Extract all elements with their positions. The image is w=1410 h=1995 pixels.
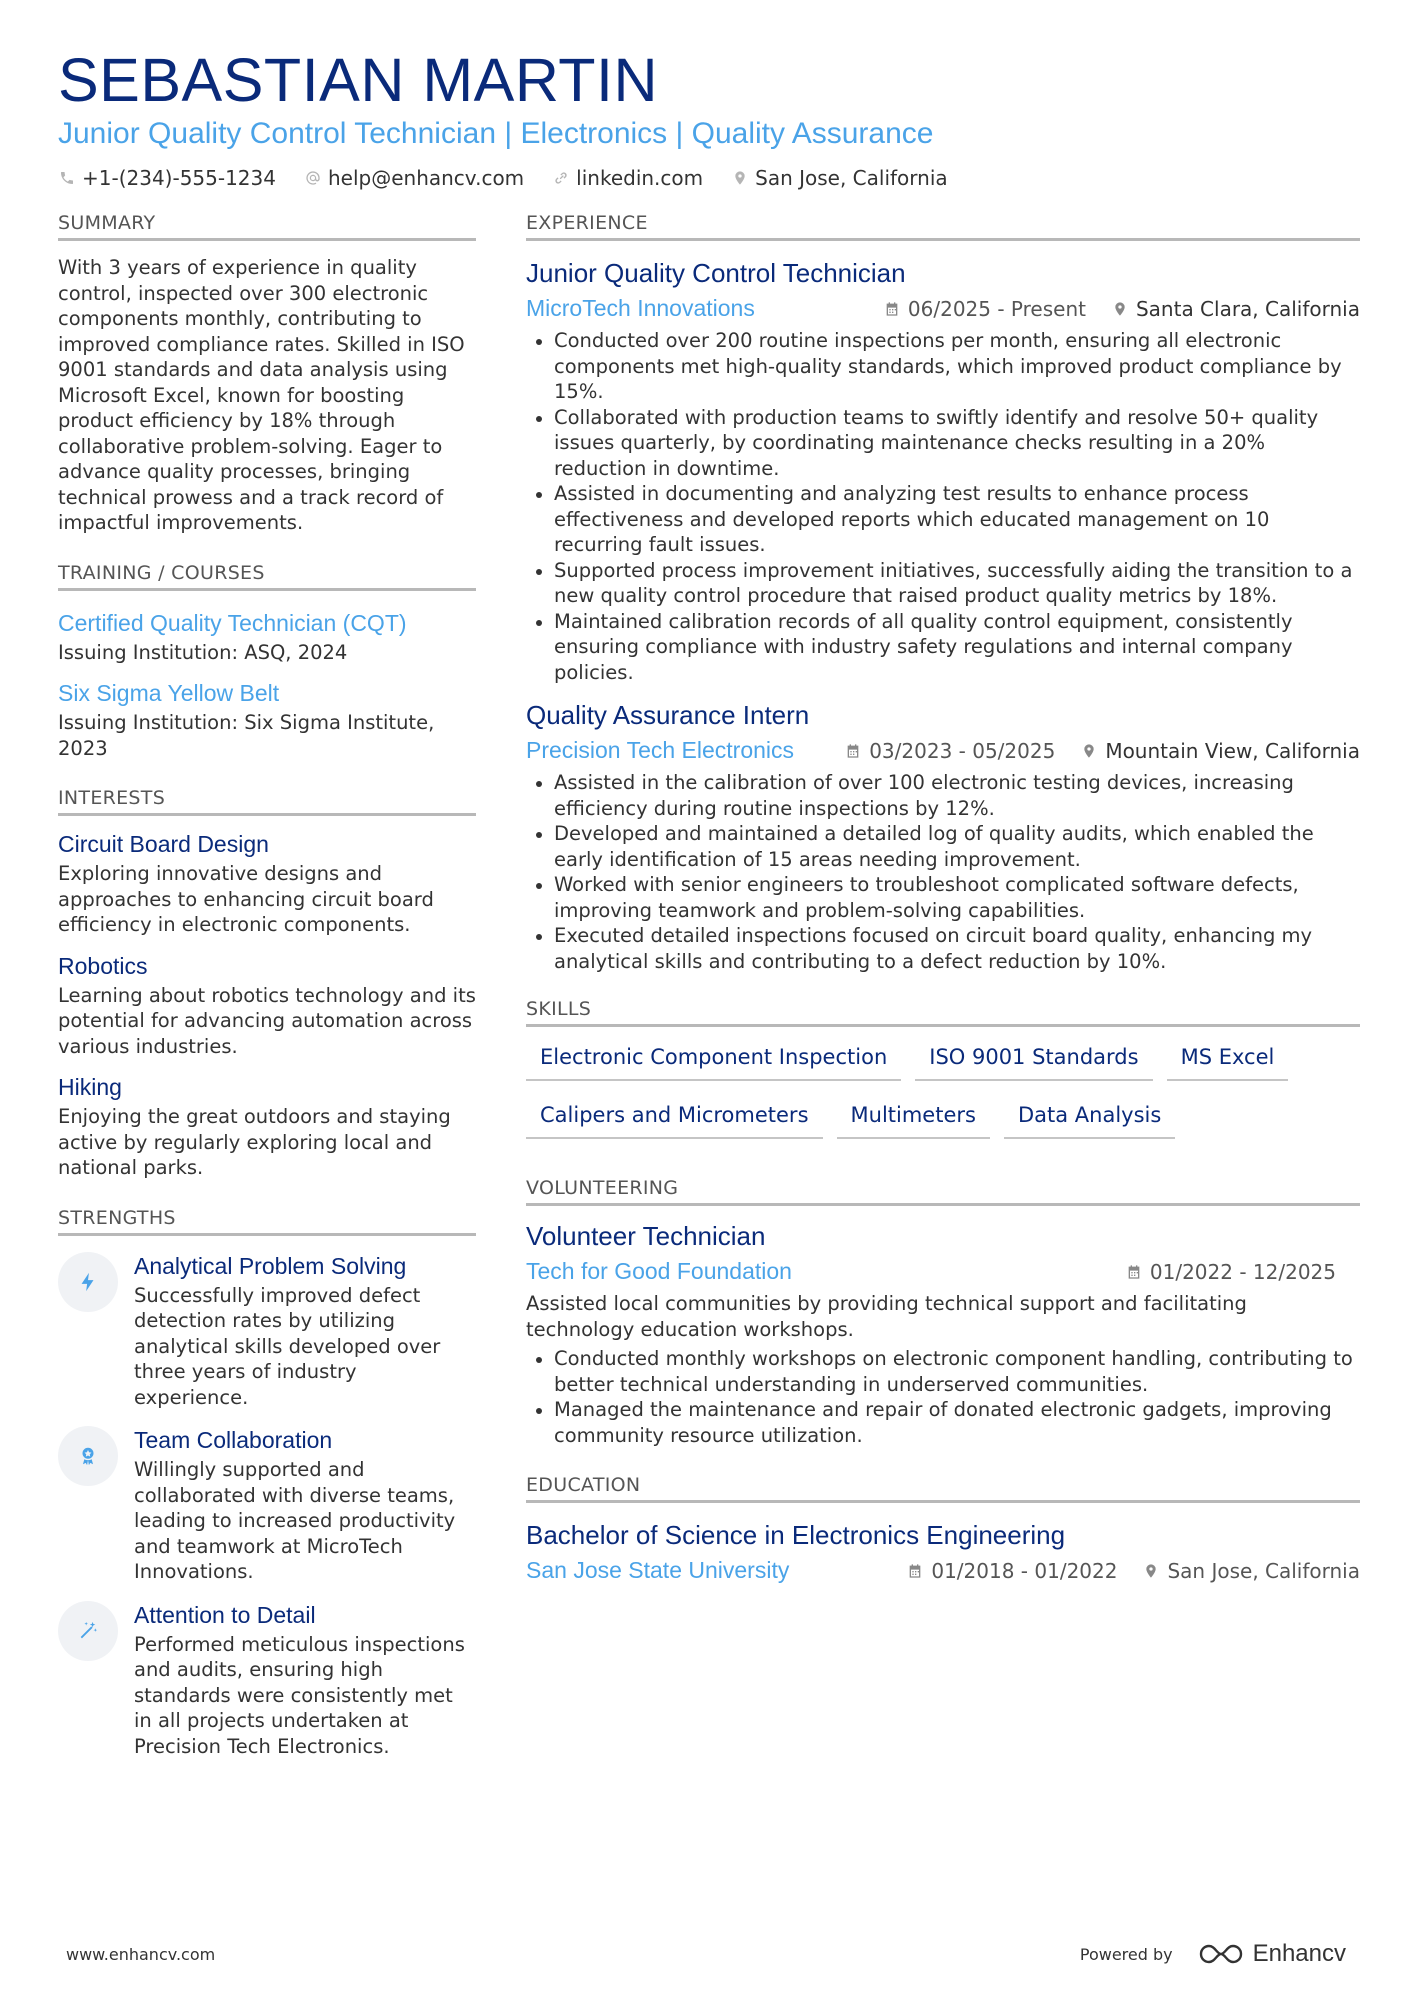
bullet-item: Worked with senior engineers to troubleshoot complicated software defects, improving teamwork and problem-solving capabilities. (526, 872, 1360, 923)
candidate-name: SEBASTIAN MARTIN (58, 46, 659, 114)
training-item (58, 679, 476, 761)
interest-name: Circuit Board Design (58, 831, 269, 857)
volunteer-description: Assisted local communities by providing technical support and facilitating technology education workshops. (526, 1292, 1247, 1341)
strength-detail: Successfully improved defect detection rates by utilizing analytical skills developed over three years of industry experience. (134, 1283, 441, 1409)
strengths-heading: STRENGTHS (58, 1207, 476, 1236)
linkedin-text: linkedin.com (576, 166, 704, 190)
interest-detail: Enjoying the great outdoors and staying active by regularly exploring local and national parks. (58, 1105, 451, 1179)
right-column (526, 212, 1360, 1604)
interest-detail: Learning about robotics technology and its potential for advancing automation across various industries. (58, 983, 476, 1058)
calendar-icon (884, 301, 900, 317)
interest-detail: Exploring innovative designs and approaches to enhancing circuit board efficiency in electronic components. (58, 862, 434, 936)
job-company: MicroTech Innovations (526, 295, 755, 321)
magic-wand-icon (58, 1601, 118, 1661)
contact-phone (58, 166, 276, 190)
calendar-icon (1126, 1264, 1142, 1280)
skill-tag: Calipers and Micrometers (526, 1093, 823, 1139)
email-text: help@enhancv.com (327, 166, 525, 190)
resume-header (58, 46, 1358, 190)
enhancv-logo-icon (1199, 1942, 1243, 1966)
strength-name: Team Collaboration (134, 1427, 333, 1453)
summary-heading: SUMMARY (58, 212, 476, 241)
candidate-headline: Junior Quality Control Technician | Electronics | Quality Assurance (58, 117, 934, 150)
calendar-icon (907, 1563, 923, 1579)
job-location: Mountain View, California (1081, 739, 1360, 763)
medal-icon (58, 1426, 118, 1486)
job-dates: 06/2025 - Present (884, 297, 1086, 321)
bullet-item: Collaborated with production teams to swiftly identify and resolve 50+ quality issues quarterly, by coordinating maintenance checks resulting in a 20% reduction in downtime. (526, 405, 1360, 482)
contact-email[interactable] (304, 166, 524, 190)
volunteer-dates: 01/2022 - 12/2025 (1126, 1260, 1336, 1284)
left-column (58, 212, 476, 1779)
enhancv-logo[interactable] (1199, 1940, 1346, 1968)
bullet-item: Developed and maintained a detailed log of quality audits, which enabled the early identification of 15 areas needing improvement. (526, 821, 1360, 872)
bullet-item: Managed the maintenance and repair of donated electronic gadgets, improving community resource utilization. (526, 1397, 1360, 1448)
job-dates: 03/2023 - 05/2025 (845, 739, 1055, 763)
volunteering-section (526, 1177, 1360, 1448)
strength-name: Analytical Problem Solving (134, 1252, 407, 1279)
job-meta (526, 737, 1360, 764)
education-section (526, 1474, 1360, 1584)
skill-tag: MS Excel (1167, 1035, 1289, 1081)
interest-item (58, 1073, 476, 1181)
strength-item (58, 1252, 476, 1411)
bullet-item: Assisted in the calibration of over 100 electronic testing devices, increasing efficiency during routine inspections by 12%. (526, 770, 1360, 821)
location-pin-icon (1081, 743, 1097, 759)
page-footer (66, 1940, 1346, 1968)
interest-name: Hiking (58, 1074, 122, 1100)
calendar-icon (845, 743, 861, 759)
bullet-item: Assisted in documenting and analyzing test results to enhance process effectiveness and developed reports which educated management on 10 recurring fault issues. (526, 481, 1360, 558)
phone-icon (58, 169, 76, 187)
job-title: Junior Quality Control Technician (526, 258, 906, 288)
job-title: Quality Assurance Intern (526, 700, 810, 730)
brand-name: Enhancv (1252, 1940, 1346, 1967)
strength-detail: Willingly supported and collaborated with diverse teams, leading to increased productivity and teamwork at MicroTech Innovations. (134, 1458, 456, 1583)
skill-tag: Data Analysis (1004, 1093, 1175, 1139)
experience-heading: EXPERIENCE (526, 212, 1360, 241)
skills-section (526, 998, 1360, 1151)
skills-list (526, 1035, 1360, 1151)
job-meta (526, 295, 1360, 322)
location-pin-icon (1143, 1563, 1159, 1579)
volunteer-org: Tech for Good Foundation (526, 1258, 792, 1284)
education-location: San Jose, California (1143, 1559, 1360, 1583)
footer-website[interactable]: www.enhancv.com (66, 1944, 216, 1964)
summary-section (58, 212, 476, 536)
link-icon (552, 169, 570, 187)
volunteer-role: Volunteer Technician (526, 1221, 766, 1251)
job-company: Precision Tech Electronics (526, 737, 795, 763)
experience-section (526, 212, 1360, 974)
training-name: Certified Quality Technician (CQT) (58, 609, 407, 636)
skill-tag: ISO 9001 Standards (915, 1035, 1152, 1081)
volunteer-entry (526, 1220, 1360, 1448)
skills-heading: SKILLS (526, 998, 1360, 1027)
education-dates: 01/2018 - 01/2022 (907, 1559, 1117, 1583)
education-entry (526, 1519, 1360, 1584)
contact-location (731, 166, 948, 190)
training-detail: Issuing Institution: ASQ, 2024 (58, 640, 348, 664)
skill-tag: Multimeters (837, 1093, 990, 1139)
location-pin-icon (1112, 301, 1128, 317)
volunteer-bullets (526, 1346, 1360, 1448)
location-pin-icon (731, 169, 749, 187)
bullet-item: Executed detailed inspections focused on circuit board quality, enhancing my analytical skills and contributing to a defect reduction by 10%. (526, 923, 1360, 974)
volunteering-heading: VOLUNTEERING (526, 1177, 1360, 1206)
interest-item (58, 952, 476, 1060)
strength-detail: Performed meticulous inspections and audits, ensuring high standards were consistently met in all projects undertaken at Precision Tech Electronics. (134, 1632, 465, 1758)
footer-brand (1080, 1940, 1346, 1968)
training-section (58, 562, 476, 762)
strength-name: Attention to Detail (134, 1601, 316, 1628)
location-text: San Jose, California (755, 166, 948, 190)
training-item (58, 609, 476, 666)
training-name: Six Sigma Yellow Belt (58, 680, 280, 706)
bullet-item: Supported process improvement initiatives, successfully aiding the transition to a new quality control procedure that raised product quality metrics by 18%. (526, 558, 1360, 609)
education-heading: EDUCATION (526, 1474, 1360, 1503)
bullet-item: Conducted over 200 routine inspections per month, ensuring all electronic components met high-quality standards, which improved product compliance by 15%. (526, 328, 1360, 405)
phone-text: +1-(234)-555-1234 (82, 166, 276, 190)
job-entry (526, 257, 1360, 685)
lightning-icon (58, 1252, 118, 1312)
bullet-item: Conducted monthly workshops on electronic component handling, contributing to better technical understanding in underserved communities. (526, 1346, 1360, 1397)
training-heading: TRAINING / COURSES (58, 562, 476, 591)
job-entry (526, 699, 1360, 974)
strengths-section (58, 1207, 476, 1760)
strength-item (58, 1601, 476, 1760)
school-name: San Jose State University (526, 1557, 790, 1583)
job-bullets (526, 328, 1360, 685)
interest-name: Robotics (58, 952, 148, 979)
volunteer-meta (526, 1258, 1360, 1285)
interests-section (58, 787, 476, 1181)
bullet-item: Maintained calibration records of all quality control equipment, consistently ensuring compliance with industry safety regulations and internal company policies. (526, 609, 1360, 686)
skill-tag: Electronic Component Inspection (526, 1035, 901, 1081)
at-sign-icon (304, 169, 322, 187)
contact-linkedin[interactable] (552, 166, 703, 190)
interests-heading: INTERESTS (58, 787, 476, 816)
degree-title: Bachelor of Science in Electronics Engineering (526, 1520, 1066, 1550)
education-meta (526, 1557, 1360, 1584)
strength-item (58, 1426, 476, 1585)
contact-bar (58, 166, 1358, 190)
summary-text: With 3 years of experience in quality control, inspected over 300 electronic components monthly, contributing to improved compliance rates. Skilled in ISO 9001 standards and data analysis using Microsoft Excel, known for boosting product efficiency by 18% through collaborative problem-solving. Eager to advance quality processes, bringing technical prowess and a track record of impactful improvements. (58, 256, 465, 534)
job-bullets (526, 770, 1360, 974)
job-location: Santa Clara, California (1112, 297, 1360, 321)
interest-item (58, 830, 476, 938)
powered-by-text: Powered by (1079, 1944, 1173, 1964)
training-detail: Issuing Institution: Six Sigma Institute, 2023 (58, 711, 435, 760)
